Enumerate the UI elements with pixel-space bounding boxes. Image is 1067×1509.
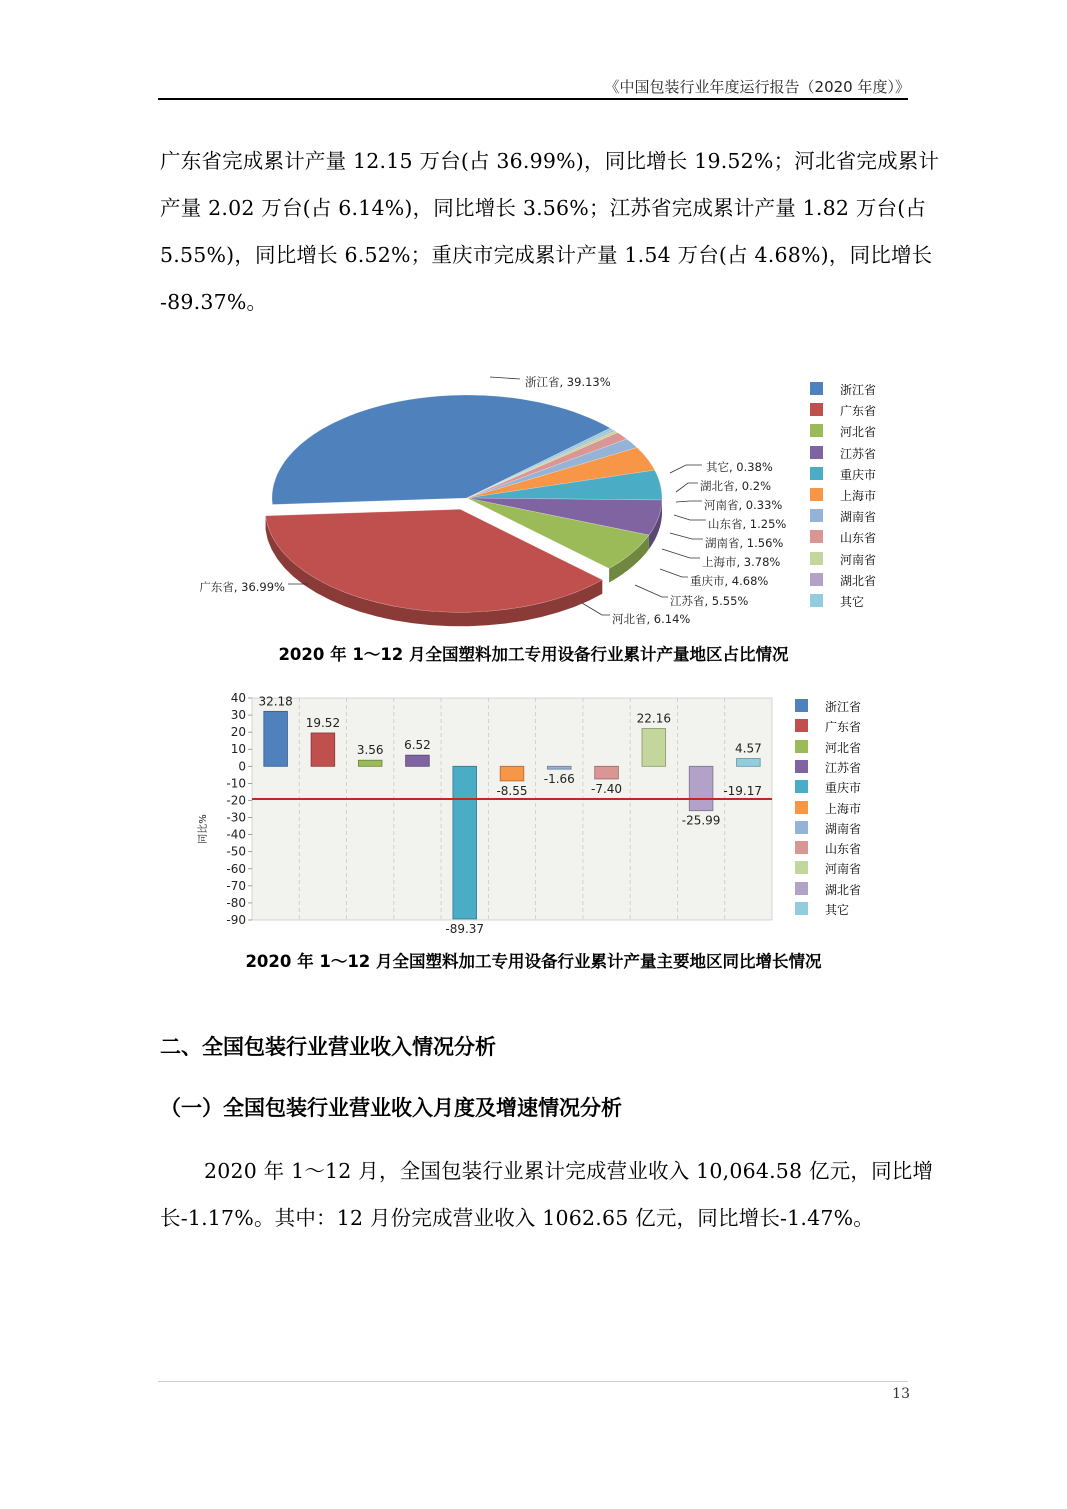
pie-leader-line <box>490 377 520 379</box>
bar-value-label: 6.52 <box>404 738 431 753</box>
pie-leader-line <box>582 603 610 615</box>
pie-data-label: 湖北省, 0.2% <box>700 479 772 493</box>
bar-value-label: 19.52 <box>305 715 341 730</box>
legend-label: 湖南省 <box>840 510 877 525</box>
pie-leader-line <box>670 533 703 539</box>
pie-leader-line <box>670 465 702 473</box>
pie-leader-line <box>660 569 688 577</box>
y-tick-label: -80 <box>226 895 246 910</box>
pie-chart-svg <box>190 365 790 635</box>
pie-legend <box>810 381 910 621</box>
y-axis-label: 同比% <box>198 814 209 844</box>
pie-leader-line <box>674 515 706 520</box>
y-tick-label: 30 <box>230 708 246 723</box>
pie-chart <box>190 365 910 635</box>
legend-swatch <box>810 594 823 607</box>
legend-swatch <box>810 403 823 416</box>
legend-swatch <box>795 902 808 915</box>
legend-swatch <box>795 740 808 753</box>
legend-swatch <box>795 882 808 895</box>
legend-swatch <box>810 530 823 543</box>
legend-label: 浙江省 <box>825 700 862 714</box>
legend-swatch <box>810 509 823 522</box>
legend-label: 河北省 <box>840 425 877 440</box>
y-tick-label: -30 <box>226 810 246 825</box>
legend-label: 山东省 <box>840 531 877 546</box>
bar-value-label: 3.56 <box>356 743 384 758</box>
y-tick-label: -10 <box>226 776 246 791</box>
bar-湖北省 <box>689 766 713 810</box>
legend-swatch <box>795 719 808 732</box>
legend-swatch <box>795 821 808 834</box>
legend-label: 广东省 <box>840 404 877 419</box>
legend-label: 广东省 <box>825 720 862 735</box>
paragraph-line: 2020 年 1～12 月，全国包装行业累计完成营业收入 10,064.58 亿元，同比增 <box>204 1159 934 1183</box>
bar-山东省 <box>595 766 619 779</box>
bar-value-label: -7.40 <box>591 781 623 796</box>
bar-value-label: 4.57 <box>735 741 762 756</box>
bar-value-label: -1.66 <box>543 772 575 787</box>
y-tick-label: 10 <box>230 742 246 757</box>
y-tick-label: 40 <box>230 691 246 705</box>
y-tick-label: 0 <box>238 759 246 774</box>
pie-leader-line <box>676 501 702 502</box>
bar-河北省 <box>358 760 382 766</box>
legend-label: 河南省 <box>840 552 877 567</box>
legend-swatch <box>795 699 808 712</box>
legend-swatch <box>810 424 823 437</box>
y-tick-label: -60 <box>226 861 246 876</box>
header-rule <box>158 98 908 100</box>
legend-label: 浙江省 <box>840 383 877 397</box>
legend-label: 江苏省 <box>825 760 862 775</box>
subsection-heading: （一）全国包装行业营业收入月度及增速情况分析 <box>160 1096 622 1120</box>
legend-swatch <box>810 552 823 565</box>
legend-label: 河北省 <box>825 740 862 755</box>
legend-swatch <box>810 467 823 480</box>
paragraph-line: 广东省完成累计产量 12.15 万台(占 36.99%)，同比增长 19.52%；河北省完成累计 <box>160 149 940 173</box>
legend-label: 湖北省 <box>840 573 877 588</box>
paragraph-line: 产量 2.02 万台(占 6.14%)，同比增长 3.56%；江苏省完成累计产量 1.82 万台(占 <box>160 196 927 220</box>
pie-data-label: 重庆市, 4.68% <box>690 574 769 588</box>
pie-tops <box>266 395 662 612</box>
y-tick-label: -40 <box>226 827 246 842</box>
pie-leader-line <box>676 483 698 492</box>
paragraph-line: 长-1.17%。其中：12 月份完成营业收入 1062.65 亿元，同比增长-1.47%。 <box>160 1206 875 1230</box>
bar-浙江省 <box>264 711 288 766</box>
bar-湖南省 <box>547 766 571 769</box>
footer-rule <box>158 1381 908 1382</box>
legend-swatch <box>795 780 808 793</box>
legend-swatch <box>810 382 823 395</box>
pie-data-label: 浙江省, 39.13% <box>525 375 611 389</box>
pie-leader-line <box>635 585 668 597</box>
legend-label: 上海市 <box>825 801 862 816</box>
bar-value-label: -89.37 <box>445 921 485 936</box>
legend-swatch <box>795 801 808 814</box>
legend-swatch <box>810 488 823 501</box>
pie-data-label: 其它, 0.38% <box>706 460 773 474</box>
pie-leader-line <box>662 549 700 558</box>
legend-swatch <box>795 861 808 874</box>
pie-data-label: 河南省, 0.33% <box>704 498 783 512</box>
legend-label: 江苏省 <box>840 446 877 461</box>
bar-江苏省 <box>406 755 430 766</box>
page-number: 13 <box>892 1386 910 1402</box>
bar-河南省 <box>642 728 666 766</box>
bar-chart-svg <box>190 688 790 938</box>
legend-swatch <box>795 841 808 854</box>
bar-广东省 <box>311 733 335 766</box>
pie-data-label: 湖南省, 1.56% <box>705 536 784 550</box>
legend-swatch <box>810 446 823 459</box>
pie-data-label: 上海市, 3.78% <box>702 555 781 569</box>
bar-value-label: -8.55 <box>496 783 528 798</box>
legend-label: 重庆市 <box>825 781 862 796</box>
bar-重庆市 <box>453 766 477 919</box>
bar-chart <box>190 688 910 938</box>
bar-value-label: -25.99 <box>681 813 721 828</box>
legend-label: 山东省 <box>825 842 862 857</box>
y-tick-label: -90 <box>226 913 246 927</box>
y-tick-label: -70 <box>226 878 246 893</box>
paragraph-line: -89.37%。 <box>160 290 268 314</box>
bar-chart-caption: 2020 年 1～12 月全国塑料加工专用设备行业累计产量主要地区同比增长情况 <box>245 952 822 971</box>
legend-label: 湖北省 <box>825 882 862 897</box>
y-axis <box>196 691 252 927</box>
y-tick-label: -50 <box>226 844 246 859</box>
legend-swatch <box>810 573 823 586</box>
bar-其它 <box>737 759 761 767</box>
bar-legend <box>795 698 905 928</box>
legend-label: 湖南省 <box>825 821 862 836</box>
y-tick-label: -20 <box>226 793 246 808</box>
bar-value-label: 32.18 <box>258 694 293 709</box>
reference-line-label: -19.17 <box>723 784 762 799</box>
pie-data-label: 河北省, 6.14% <box>612 612 691 626</box>
bar-上海市 <box>500 766 524 781</box>
legend-label: 河南省 <box>825 862 862 877</box>
y-tick-label: 20 <box>230 725 246 740</box>
legend-label: 重庆市 <box>840 467 877 482</box>
paragraph-line: 5.55%)，同比增长 6.52%；重庆市完成累计产量 1.54 万台(占 4.68%)，同比增长 <box>160 243 933 267</box>
legend-label: 其它 <box>825 903 850 917</box>
pie-data-label: 广东省, 36.99% <box>199 580 285 594</box>
legend-swatch <box>795 760 808 773</box>
legend-label: 上海市 <box>840 489 877 503</box>
pie-data-label: 江苏省, 5.55% <box>670 594 749 608</box>
section-heading: 二、全国包装行业营业收入情况分析 <box>160 1035 496 1059</box>
pie-chart-caption: 2020 年 1～12 月全国塑料加工专用设备行业累计产量地区占比情况 <box>278 645 789 664</box>
pie-data-label: 山东省, 1.25% <box>708 517 787 531</box>
bar-value-label: 22.16 <box>636 711 671 726</box>
legend-label: 其它 <box>840 595 865 609</box>
header-title: 《中国包装行业年度运行报告（2020 年度）》 <box>604 78 910 96</box>
